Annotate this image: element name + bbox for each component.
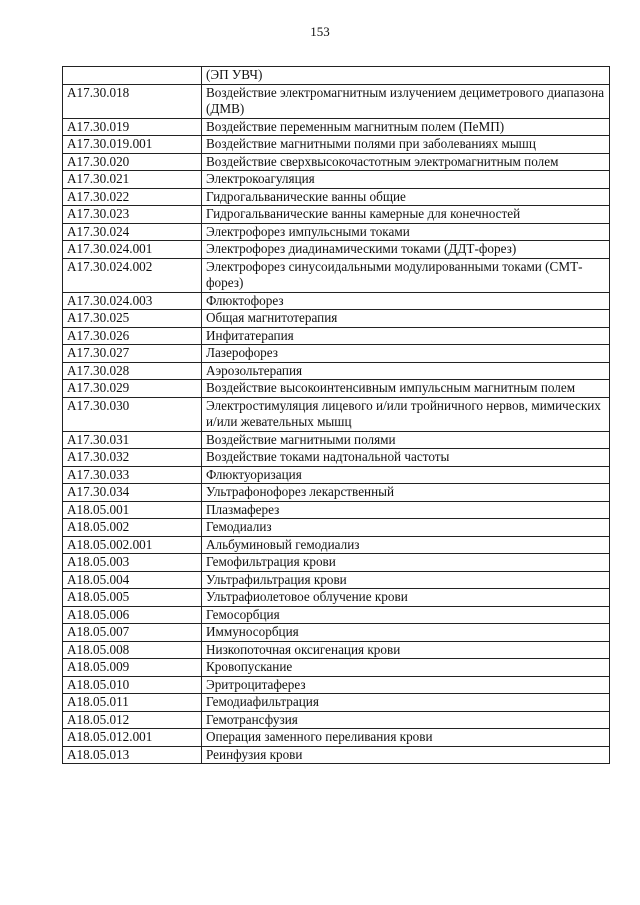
table-row [63, 624, 610, 642]
service-name-cell: Общая магнитотерапия [202, 310, 610, 328]
table-row [63, 258, 610, 292]
table-row [63, 84, 610, 118]
service-name-cell: Гидрогальванические ванны камерные для конечностей [202, 206, 610, 224]
service-name-cell: Инфитатерапия [202, 327, 610, 345]
service-code-cell: A17.30.023 [63, 206, 202, 224]
table-row [63, 501, 610, 519]
service-code-cell: A17.30.030 [63, 397, 202, 431]
service-code-cell: A17.30.031 [63, 431, 202, 449]
service-name-cell: Ультрафиолетовое облучение крови [202, 589, 610, 607]
service-name-cell: Ультрафонофорез лекарственный [202, 484, 610, 502]
service-name-cell: Плазмаферез [202, 501, 610, 519]
service-name-cell: Операция заменного переливания крови [202, 729, 610, 747]
service-name-cell: Гемотрансфузия [202, 711, 610, 729]
service-code-cell: A18.05.009 [63, 659, 202, 677]
table-row [63, 519, 610, 537]
table-row [63, 659, 610, 677]
service-code-cell: A17.30.018 [63, 84, 202, 118]
service-code-cell: A17.30.033 [63, 466, 202, 484]
service-code-cell: A17.30.024.003 [63, 292, 202, 310]
service-name-cell: Эритроцитаферез [202, 676, 610, 694]
service-code-cell: A18.05.007 [63, 624, 202, 642]
service-code-cell: A18.05.013 [63, 746, 202, 764]
table-row [63, 746, 610, 764]
service-code-cell: A17.30.026 [63, 327, 202, 345]
table-row [63, 449, 610, 467]
service-name-cell: Лазерофорез [202, 345, 610, 363]
table-row [63, 136, 610, 154]
table-row [63, 676, 610, 694]
table-row [63, 362, 610, 380]
service-code-cell: A18.05.002.001 [63, 536, 202, 554]
service-code-cell: A17.30.027 [63, 345, 202, 363]
table-row [63, 694, 610, 712]
service-code-cell: A17.30.019.001 [63, 136, 202, 154]
table-row [63, 223, 610, 241]
table-row [63, 153, 610, 171]
table-row [63, 466, 610, 484]
service-name-cell: Кровопускание [202, 659, 610, 677]
table-row [63, 484, 610, 502]
service-name-cell: Гемофильтрация крови [202, 554, 610, 572]
service-name-cell: Воздействие сверхвысокочастотным электромагнитным полем [202, 153, 610, 171]
service-name-cell: Гемодиафильтрация [202, 694, 610, 712]
table-row [63, 536, 610, 554]
service-name-cell: Воздействие переменным магнитным полем (ПеМП) [202, 118, 610, 136]
service-name-cell: Воздействие высокоинтенсивным импульсным магнитным полем [202, 380, 610, 398]
table-row [63, 327, 610, 345]
service-code-cell: A17.30.019 [63, 118, 202, 136]
service-name-cell: Иммуносорбция [202, 624, 610, 642]
service-code-cell: A17.30.022 [63, 188, 202, 206]
service-code-cell: A17.30.032 [63, 449, 202, 467]
table-row [63, 397, 610, 431]
table-row [63, 571, 610, 589]
table-row [63, 641, 610, 659]
service-name-cell: Электрофорез диадинамическими токами (ДДТ-форез) [202, 241, 610, 259]
service-code-cell: A18.05.001 [63, 501, 202, 519]
service-code-cell: A18.05.012 [63, 711, 202, 729]
table-row [63, 241, 610, 259]
table-row [63, 589, 610, 607]
service-code-cell [63, 67, 202, 85]
service-code-cell: A18.05.004 [63, 571, 202, 589]
service-name-cell: Воздействие магнитными полями [202, 431, 610, 449]
service-name-cell: Воздействие электромагнитным излучением дециметрового диапазона (ДМВ) [202, 84, 610, 118]
service-code-cell: A18.05.010 [63, 676, 202, 694]
service-code-cell: A18.05.003 [63, 554, 202, 572]
service-code-cell: A17.30.029 [63, 380, 202, 398]
service-name-cell: Электростимуляция лицевого и/или тройничного нервов, мимических и/или жевательных мышц [202, 397, 610, 431]
service-code-cell: A18.05.012.001 [63, 729, 202, 747]
service-name-cell: Реинфузия крови [202, 746, 610, 764]
service-name-cell: Альбуминовый гемодиализ [202, 536, 610, 554]
table-row [63, 310, 610, 328]
service-name-cell: Гемосорбция [202, 606, 610, 624]
table-row [63, 345, 610, 363]
service-code-cell: A18.05.005 [63, 589, 202, 607]
table-row [63, 380, 610, 398]
service-code-cell: A17.30.020 [63, 153, 202, 171]
table-row [63, 711, 610, 729]
page-number: 153 [310, 24, 330, 39]
service-name-cell: Низкопоточная оксигенация крови [202, 641, 610, 659]
service-code-cell: A17.30.034 [63, 484, 202, 502]
service-name-cell: Флюктофорез [202, 292, 610, 310]
service-name-cell: Воздействие токами надтональной частоты [202, 449, 610, 467]
service-name-cell: Воздействие магнитными полями при заболеваниях мышц [202, 136, 610, 154]
table-row [63, 206, 610, 224]
service-code-cell: A17.30.025 [63, 310, 202, 328]
table-row [63, 431, 610, 449]
service-codes-table [62, 66, 610, 764]
service-code-cell: A18.05.008 [63, 641, 202, 659]
service-code-cell: A17.30.024 [63, 223, 202, 241]
service-name-cell: Электрокоагуляция [202, 171, 610, 189]
table-row [63, 67, 610, 85]
table-row [63, 292, 610, 310]
table-row [63, 171, 610, 189]
service-name-cell: Ультрафильтрация крови [202, 571, 610, 589]
service-code-cell: A18.05.011 [63, 694, 202, 712]
service-code-cell: A18.05.002 [63, 519, 202, 537]
service-name-cell: (ЭП УВЧ) [202, 67, 610, 85]
service-name-cell: Гидрогальванические ванны общие [202, 188, 610, 206]
table-body [63, 67, 610, 764]
service-code-cell: A17.30.024.001 [63, 241, 202, 259]
service-name-cell: Электрофорез синусоидальными модулированными токами (СМТ-форез) [202, 258, 610, 292]
table-row [63, 606, 610, 624]
service-name-cell: Аэрозольтерапия [202, 362, 610, 380]
table-row [63, 729, 610, 747]
service-code-cell: A18.05.006 [63, 606, 202, 624]
service-code-cell: A17.30.028 [63, 362, 202, 380]
service-code-cell: A17.30.021 [63, 171, 202, 189]
service-code-cell: A17.30.024.002 [63, 258, 202, 292]
table-row [63, 118, 610, 136]
service-name-cell: Гемодиализ [202, 519, 610, 537]
service-name-cell: Электрофорез импульсными токами [202, 223, 610, 241]
service-name-cell: Флюктуоризация [202, 466, 610, 484]
table-row [63, 188, 610, 206]
table-row [63, 554, 610, 572]
